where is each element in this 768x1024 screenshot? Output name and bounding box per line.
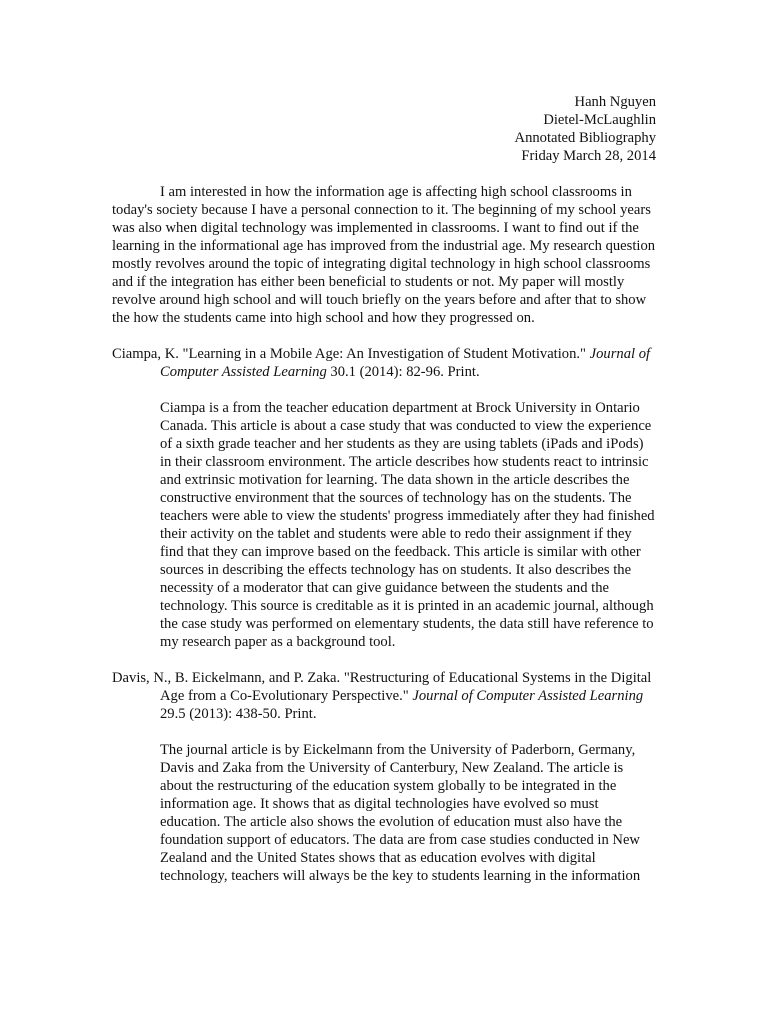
citation-1-authors-title: Ciampa, K. "Learning in a Mobile Age: An Investigation of Student Motivation." [112, 346, 590, 362]
annotation-1: Ciampa is a from the teacher education department at Brock University in Ontario Canada. This article is about a case study that was conducted to view the experience of a sixth grade teacher and her students as they are using tablets (iPads and iPods) in their classroom environment. The article describes how students react to intrinsic and extrinsic motivation for learning. The data shown in the article describes the constructive environment that the sources of technology has on the students. The teachers were able to view the students' progress immediately after they had finished their activity on the tablet and students were able to redo their assignment if they find that they can improve based on the feedback. This article is similar with other sources in describing the effects technology has on students. It also describes the necessity of a moderator that can give guidance between the students and the technology. This source is creditable as it is printed in an academic journal, although the case study was performed on elementary students, the data still have reference to my research paper as a background tool. [160, 400, 655, 650]
document-header [515, 93, 656, 165]
instructor-name: Dietel-McLaughlin [543, 112, 656, 128]
document-date: Friday March 28, 2014 [521, 148, 656, 164]
citation-1-details: 30.1 (2014): 82-96. Print. [326, 364, 480, 380]
citation-2-details: 29.5 (2013): 438-50. Print. [160, 706, 317, 722]
document-body [112, 183, 658, 885]
citation-2-journal: Journal of Computer Assisted Learning [412, 688, 644, 704]
author-name: Hanh Nguyen [574, 94, 656, 110]
annotation-2: The journal article is by Eickelmann from the University of Paderborn, Germany, Davis and Zaka from the University of Canterbury, New Zealand. The article is about the restructuring of the education system globally to be integrated in the information age. It shows that as digital technologies have evolved so must education. The article also shows the evolution of education must also have the foundation support of educators. The data are from case studies conducted in New Zealand and the United States shows that as education evolves with digital technology, teachers will always be the key to students learning in the information [160, 742, 641, 884]
citation-2-authors-title: Davis, N., B. Eickelmann, and P. Zaka. "Restructuring of Educational Systems in the Digital Age from a Co-Evolutionary Perspective." [112, 670, 652, 704]
citation-1-journal: Journal of Computer Assisted Learning [160, 346, 651, 380]
intro-paragraph: I am interested in how the information age is affecting high school classrooms in today's society because I have a personal connection to it. The beginning of my school years was also when digital technology was implemented in classrooms. I want to find out if the learning in the informational age has improved from the industrial age. My research question mostly revolves around the topic of integrating digital technology in high school classrooms and if the integration has either been beneficial to students or not. My paper will mostly revolve around high school and will touch briefly on the years before and after that to show the how the students came into high school and how they progressed on. [112, 184, 656, 326]
citation-2 [112, 669, 658, 723]
citation-1 [112, 345, 658, 381]
assignment-title: Annotated Bibliography [514, 130, 656, 146]
